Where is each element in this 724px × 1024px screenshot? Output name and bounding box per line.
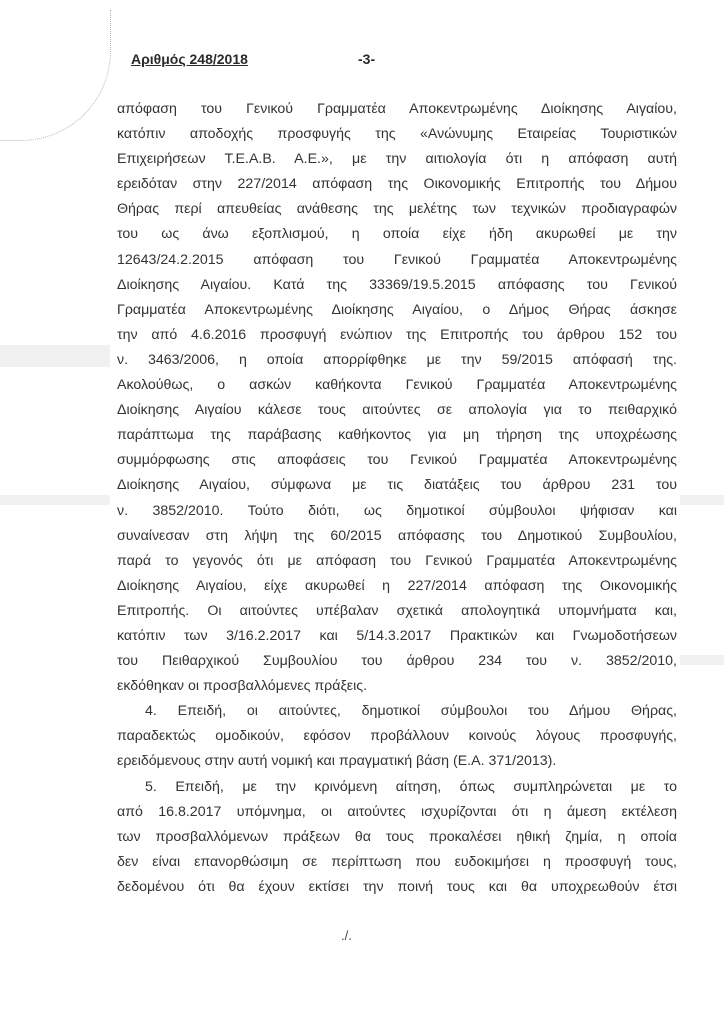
text-line: 4. Επειδή, οι αιτούντες, δημοτικοί σύμβουλοι του Δήμου Θήρας,: [145, 703, 677, 720]
text-line: Γραμματέα Αποκεντρωμένης Διοίκησης Αιγαίου, ο Δήμος Θήρας άσκησε: [117, 301, 677, 318]
text-line: δεδομένου ότι θα έχουν εκτίσει την ποινή τους και θα υποχρεωθούν έτσι: [117, 878, 677, 895]
scan-noise: [680, 495, 724, 505]
text-line: του ως άνω εξοπλισμού, η οποία είχε ήδη ακυρωθεί με την: [117, 226, 677, 243]
scan-noise: [0, 345, 110, 367]
document-body: [117, 97, 677, 900]
document-number: Αριθμός 248/2018: [131, 51, 248, 67]
text-line: 5. Επειδή, με την κρινόμενη αίτηση, όπως συμπληρώνεται με το: [145, 778, 677, 795]
text-line: κατόπιν αποδοχής προσφυγής της «Ανώνυμης Εταιρείας Τουριστικών: [117, 126, 677, 143]
text-line: Επιτροπής. Οι αιτούντες υπέβαλαν σχετικά απολογητικά υπομνήματα και,: [117, 602, 677, 619]
text-line: Διοίκησης Αιγαίου κάλεσε τους αιτούντες σε απολογία για το πειθαρχικό: [117, 402, 677, 419]
text-line: ν. 3463/2006, η οποία απορρίφθηκε με την 59/2015 απόφασή της.: [117, 351, 677, 368]
text-line: από 16.8.2017 υπόμνημα, οι αιτούντες ισχυρίζονται ότι η άμεση εκτέλεση: [117, 803, 677, 820]
scan-noise: [0, 495, 110, 505]
text-line: εκδόθηκαν οι προσβαλλόμενες πράξεις.: [117, 678, 368, 695]
page-number: -3-: [358, 51, 376, 67]
text-line: Επιχειρήσεων Τ.Ε.Α.Β. Α.Ε.», με την αιτιολογία ότι η απόφαση αυτή: [117, 151, 677, 168]
text-line: παράπτωμα της παράβασης καθήκοντος για μη τήρηση της υποχρέωσης: [117, 427, 677, 444]
text-line: παραδεκτώς ομοδικούν, εφόσον προβάλλουν κοινούς λόγους προσφυγής,: [117, 728, 677, 745]
text-line: 12643/24.2.2015 απόφαση του Γενικού Γραμματέα Αποκεντρωμένης: [117, 251, 677, 268]
text-line: παρά το γεγονός ότι με απόφαση του Γενικού Γραμματέα Αποκεντρωμένης: [117, 552, 677, 569]
text-line: Διοίκησης Αιγαίου, σύμφωνα με τις διατάξεις του άρθρου 231 του: [117, 477, 677, 494]
text-line: την από 4.6.2016 προσφυγή ενώπιον της Επιτροπής του άρθρου 152 του: [117, 326, 677, 343]
text-line: απόφαση του Γενικού Γραμματέα Αποκεντρωμένης Διοίκησης Αιγαίου,: [117, 101, 677, 117]
text-line: των προσβαλλόμενων πράξεων θα τους προκαλέσει ηθική ζημία, η οποία: [117, 828, 677, 845]
text-line: Θήρας περί απευθείας ανάθεσης της μελέτης των τεχνικών προδιαγραφών: [117, 201, 677, 218]
text-line: του Πειθαρχικού Συμβουλίου του άρθρου 234 του ν. 3852/2010,: [117, 653, 677, 670]
text-line: συμμόρφωσης στις αποφάσεις του Γενικού Γραμματέα Αποκεντρωμένης: [117, 452, 677, 469]
text-line: δεν είναι επανορθώσιμη σε περίπτωση που ευδοκιμήσει η προσφυγή τους,: [117, 853, 677, 870]
text-line: κατόπιν των 3/16.2.2017 και 5/14.3.2017 Πρακτικών και Γνωμοδοτήσεων: [117, 627, 677, 644]
text-line: ερειδόταν στην 227/2014 απόφαση της Οικονομικής Επιτροπής του Δήμου: [117, 176, 677, 193]
text-line: ερειδόμενους στην αυτή νομική και πραγματική βάση (Ε.Α. 371/2013).: [117, 753, 557, 770]
stamp-mark: [0, 10, 111, 141]
continuation-mark: ./.: [341, 928, 352, 943]
page-header: [131, 51, 531, 71]
text-line: συναίνεσαν στη λήψη της 60/2015 απόφασης του Δημοτικού Συμβουλίου,: [117, 527, 677, 544]
scan-noise: [680, 655, 724, 665]
text-line: Ακολούθως, ο ασκών καθήκοντα Γενικού Γραμματέα Αποκεντρωμένης: [117, 377, 677, 394]
text-line: Διοίκησης Αιγαίου. Κατά της 33369/19.5.2015 απόφασης του Γενικού: [117, 276, 677, 293]
text-line: Διοίκησης Αιγαίου, είχε ακυρωθεί η 227/2014 απόφαση της Οικονομικής: [117, 577, 677, 594]
text-line: ν. 3852/2010. Τούτο διότι, ως δημοτικοί σύμβουλοι ψήφισαν και: [117, 502, 677, 519]
